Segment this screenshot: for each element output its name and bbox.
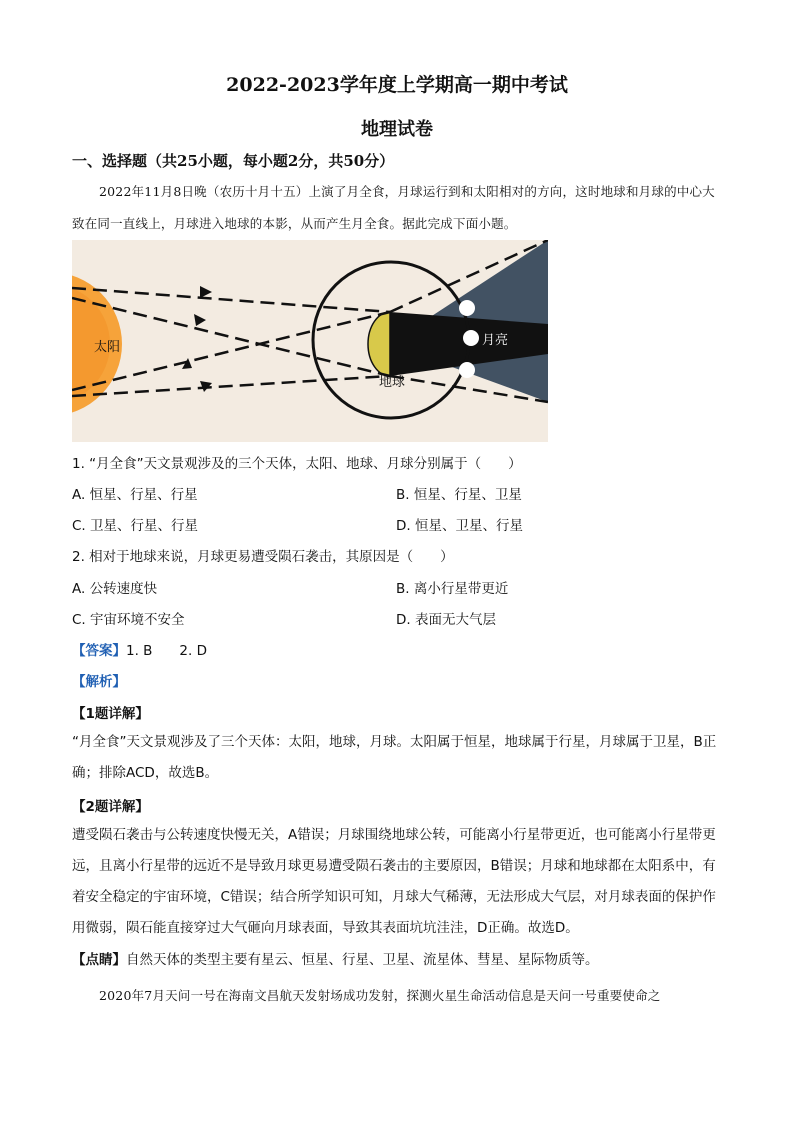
section-heading: 一、选择题（共25小题，每小题2分，共50分） (72, 152, 395, 170)
detail-2-tag: 【2题详解】 (72, 799, 149, 815)
earth-label: 地球 (379, 375, 406, 390)
detail-2-text: 遭受陨石袭击与公转速度快慢无关，A错误；月球围绕地球公转，可能离小行星带更近，也可能离小行星带更远，且离小行星带的远近不是导致月球更易遭受陨石袭击的主要原因，B错误；月球和地球都在太阳系中，有着安全稳定的宇宙环境，C错误；结合所学知识可知，月球大气稀薄，无法形成大气层，对月球表面的保护作用微弱，陨石能直接穿过大气砸向月球表面，导致其表面坑坑洼洼，D正确。故选D。 (72, 827, 716, 936)
detail-1-tag: 【1题详解】 (72, 706, 149, 722)
q2-option-d[interactable]: D. 表面无大气层 (396, 612, 496, 628)
lunar-eclipse-diagram (72, 240, 548, 442)
question-intro: 2022年11月8日晚（农历十月十五）上演了月全食，月球运行到和太阳相对的方向，这时地球和月球的中心大致在同一直线上，月球进入地球的本影，从而产生月全食。据此完成下面小题。 (72, 184, 715, 231)
moon-label: 月亮 (482, 333, 509, 348)
tip-line (72, 945, 724, 976)
moon-center (463, 330, 479, 346)
tip-tag: 【点睛】 (72, 952, 126, 968)
moon-lower (459, 362, 475, 378)
tip-text: 自然天体的类型主要有星云、恒星、行星、卫星、流星体、彗星、星际物质等。 (126, 952, 599, 968)
q1-option-a[interactable]: A. 恒星、行星、行星 (72, 487, 198, 503)
q1-option-d[interactable]: D. 恒星、卫星、行星 (396, 518, 523, 534)
analysis-tag: 【解析】 (72, 674, 126, 690)
answer-text: 1. B 2. D (126, 643, 207, 659)
q2-option-b[interactable]: B. 离小行星带更近 (396, 581, 509, 597)
question-1-stem: 1. “月全食”天文景观涉及的三个天体，太阳、地球、月球分别属于（ ） (72, 456, 522, 472)
analysis-line (72, 670, 126, 690)
detail-1-text: “月全食”天文景观涉及了三个天体：太阳，地球，月球。太阳属于恒星，地球属于行星，月球属于卫星，B正确；排除ACD，故选B。 (72, 734, 717, 781)
q2-option-a[interactable]: A. 公转速度快 (72, 581, 158, 597)
exam-subject: 地理试卷 (361, 119, 433, 140)
question-2-stem: 2. 相对于地球来说，月球更易遭受陨石袭击，其原因是（ ） (72, 549, 454, 565)
sun-label: 太阳 (94, 340, 121, 355)
answer-line (72, 639, 207, 659)
q1-option-c[interactable]: C. 卫星、行星、行星 (72, 518, 199, 534)
exam-title: 2022-2023学年度上学期高一期中考试 (226, 74, 568, 96)
moon-upper (459, 300, 475, 316)
answer-tag: 【答案】 (72, 643, 126, 659)
q1-option-b[interactable]: B. 恒星、行星、卫星 (396, 487, 522, 503)
q2-option-c[interactable]: C. 宇宙环境不安全 (72, 612, 185, 628)
next-question-intro: 2020年7月天问一号在海南文昌航天发射场成功发射，探测火星生命活动信息是天问一号重要使命之 (99, 988, 661, 1003)
